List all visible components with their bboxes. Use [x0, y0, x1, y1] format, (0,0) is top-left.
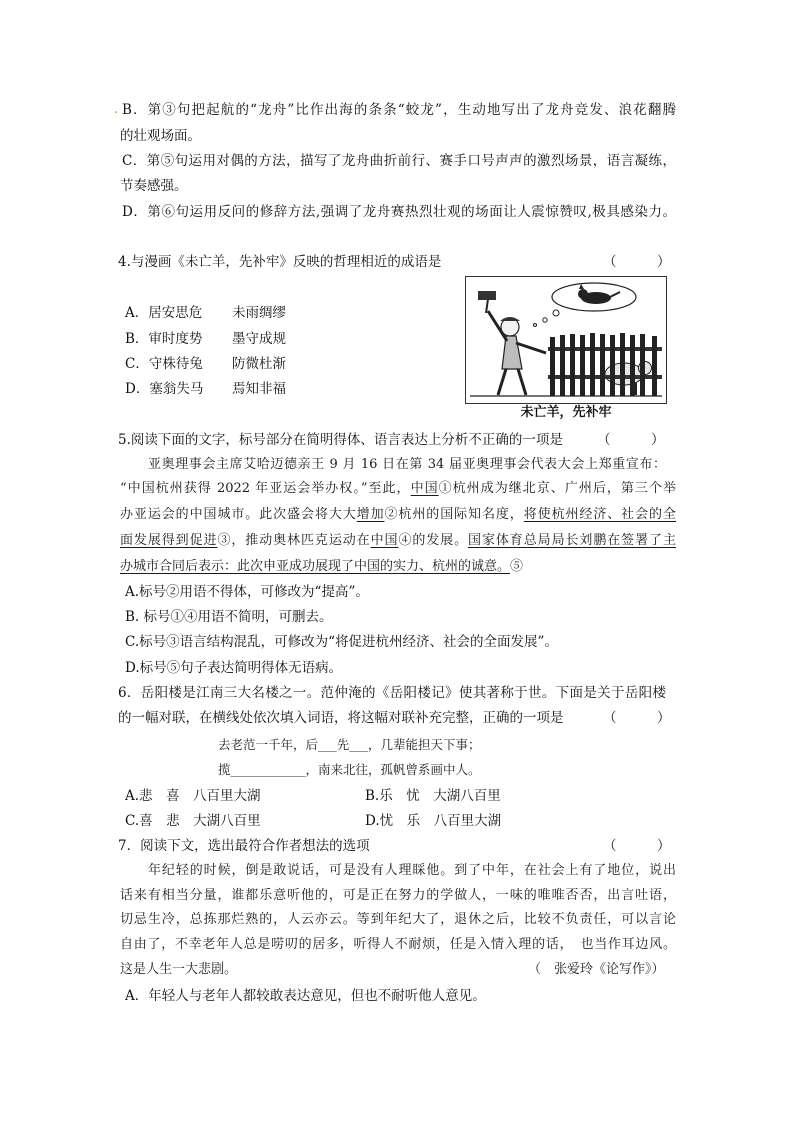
q4-option-b	[125, 330, 202, 348]
fence-post	[620, 333, 625, 396]
fence-post	[630, 335, 635, 396]
cartoon-drawing	[466, 277, 666, 403]
fence-post	[590, 333, 595, 396]
q5-passage-text: ④的发展。	[398, 533, 469, 548]
q5-option-b: B. 标号①④用语不简明，可删去。	[125, 609, 333, 625]
q6-stem-line-1: 6．岳阳楼是江南三大名楼之一。范仲淹的《岳阳楼记》使其著称于世。下面是关于岳阳楼	[118, 685, 666, 701]
q5-marked-phrase-4: 中国	[370, 533, 399, 548]
hammer-head-icon	[478, 291, 496, 300]
q5-passage-text: 办亚运会的中国城市。此次盛会将大大	[120, 507, 357, 522]
fence-post	[610, 335, 615, 396]
q5-option-c: C.标号③语言结构混乱，可修改为“将促进杭州经济、社会的全面发展”。	[125, 634, 558, 650]
q7-option-a: A．年轻人与老年人都较敢表达意见，但也不耐听他人意见。	[125, 988, 486, 1004]
fence-post	[550, 337, 555, 396]
q5-marked-phrase-2: 增加	[356, 507, 385, 522]
man-leg	[518, 369, 526, 395]
q7-passage-line-2: 话来有相当分量，谁都乐意听他的，可是正在努力的学做人，一味的唯唯否否，出言吐语，	[120, 888, 676, 903]
q6-option-d: D.忧 乐 八百里大湖	[365, 813, 502, 829]
q5-marked-phrase-1: 中国	[410, 481, 439, 496]
fence-post	[580, 335, 585, 396]
q5-passage-line-2	[120, 480, 676, 498]
man-leg	[498, 369, 506, 395]
q4-option-c-second: 防微杜渐	[232, 356, 286, 372]
q4-option-d-first: 塞翁失马	[149, 381, 204, 397]
q6-option-b: B.乐 忧 大湖八百里	[365, 788, 501, 804]
fence-post	[570, 334, 575, 396]
q5-marked-phrase-3: 将使杭州经济、社会的全	[523, 507, 676, 522]
fence-post	[600, 334, 605, 396]
q7-stem: 7．阅读下文，选出最符合作者想法的选项	[118, 838, 370, 854]
q5-passage-text: ⑤	[510, 559, 524, 574]
thought-dot-1	[553, 310, 559, 316]
fence-post	[560, 335, 565, 396]
q5-passage-text: 亚奥理事会主席艾哈迈德亲王 9 月 16 日在第 34 届亚奥理事会代表大会上郑重宣布：	[148, 457, 666, 472]
thought-dot-2	[543, 318, 547, 322]
q6-answer-paren: （ ）	[603, 710, 671, 726]
q6-option-c: C.喜 悲 大湖八百里	[125, 813, 261, 829]
q4-option-c-first: 守株待兔	[148, 356, 203, 372]
q4-answer-paren: （ ）	[603, 254, 671, 270]
q6-couplet-line-1: 去老范一千年，后___先___，几辈能担天下事；	[218, 737, 481, 752]
cartoon-illustration	[465, 276, 667, 404]
q5-passage-line-1	[148, 456, 666, 474]
q5-stem: 5.阅读下面的文字，标号部分在简明得体、语言表达上分析不正确的一项是	[118, 432, 563, 448]
q7-attribution: （ 张爱玲《论写作》）	[528, 962, 665, 977]
q7-answer-paren: （ ）	[603, 838, 671, 854]
q5-answer-paren: （ ）	[597, 432, 665, 448]
prev-option-d-line-1: D．第⑥句运用反问的修辞方法,强调了龙舟赛热烈壮观的场面让人震惊赞叹,极具感染力。	[122, 204, 676, 220]
q4-option-a	[125, 304, 202, 322]
hammer-handle-icon	[486, 299, 488, 313]
q4-option-d-label: D．	[125, 381, 150, 397]
q7-passage-line-3: 切忌生冷，总拣那烂熟的，人云亦云。等到年纪大了，退休之后，比较不负责任，可以言论	[120, 912, 676, 927]
q4-option-b-second: 墨守成规	[232, 331, 286, 347]
q4-option-a-second: 未雨绸缪	[232, 305, 286, 321]
q5-option-d: D.标号⑤句子表达简明得体无语病。	[125, 660, 343, 676]
q5-passage-text: “中国杭州获得 2022 年亚运会举办权。”至此，	[120, 481, 411, 496]
q5-passage-text: ②杭州的国际知名度，	[384, 507, 524, 522]
man-hat-icon	[500, 317, 520, 321]
q6-option-a: A.悲 喜 八百里大湖	[125, 788, 261, 804]
q4-option-b-first: 审时度势	[148, 331, 203, 347]
q6-couplet-line-2: 揽____________，南来北往，孤帆曾系画中人。	[218, 762, 481, 777]
q5-marked-phrase-5-cont: 办城市合同后表示：此次申亚成功展现了中国的实力、杭州的诚意。	[120, 559, 511, 574]
q5-passage-line-4	[120, 532, 676, 550]
q4-option-a-label: A．	[125, 305, 149, 321]
q5-passage-line-5	[120, 558, 523, 576]
q5-option-a: A.标号②用语不得体，可修改为“提高”。	[125, 584, 369, 600]
fence-post	[640, 334, 645, 396]
q4-option-b-label: B．	[125, 331, 149, 347]
thought-dot-3	[534, 324, 537, 327]
q5-passage-text: ③，推动奥林匹克运动在	[217, 533, 371, 548]
man-body-icon	[502, 336, 522, 369]
prev-option-c-line-1: C．第⑤句运用对偶的方法，描写了龙舟曲折前行、赛手口号声声的激烈场景，语言凝练，	[122, 153, 677, 169]
q4-stem: 4.与漫画《未亡羊，先补牢》反映的哲理相近的成语是	[118, 254, 442, 270]
q5-marked-phrase-5: 国家体育总局局长刘鹏在签署了主	[468, 533, 676, 548]
q4-option-c	[125, 355, 203, 373]
man-arm-to-fence	[516, 343, 546, 353]
cartoon-caption: 未亡羊，先补牢	[520, 405, 612, 420]
fence-post	[652, 336, 657, 396]
prev-option-b-line-1: B．第③句把起航的“龙舟”比作出海的条条“蛟龙”，生动地写出了龙舟竞发、浪花翻腾	[122, 102, 676, 118]
q7-passage-line-4: 自由了，不幸老年人总是唠叨的居多，听得人不耐烦，任是入情入理的话， 也当作耳边风。	[120, 937, 676, 952]
q7-passage-line-5: 这是人生一大悲剧。	[120, 962, 238, 977]
lead-mark: .	[114, 102, 119, 117]
q4-option-a-first: 居安思危	[148, 305, 203, 321]
q5-passage-text: ①杭州成为继北京、广州后，第三个举	[438, 481, 676, 496]
wolf-head-icon	[578, 289, 588, 299]
q4-option-d-second: 焉知非福	[232, 381, 286, 397]
q6-stem-line-2: 的一幅对联，在横线处依次填入词语，将这幅对联补充完整，正确的一项是	[118, 710, 564, 726]
q7-passage-line-1: 年纪轻的时候，倒是敢说话，可是没有人理睬他。到了中年，在社会上有了地位，说出	[148, 863, 676, 878]
q5-marked-phrase-3-cont: 面发展得到促进	[120, 533, 218, 548]
q4-option-d	[125, 380, 203, 398]
prev-option-b-line-2: 的壮观场面。	[120, 128, 201, 144]
prev-option-c-line-2: 节奏感强。	[120, 178, 188, 194]
q4-option-c-label: C．	[125, 356, 149, 372]
q5-passage-line-3	[120, 506, 676, 524]
